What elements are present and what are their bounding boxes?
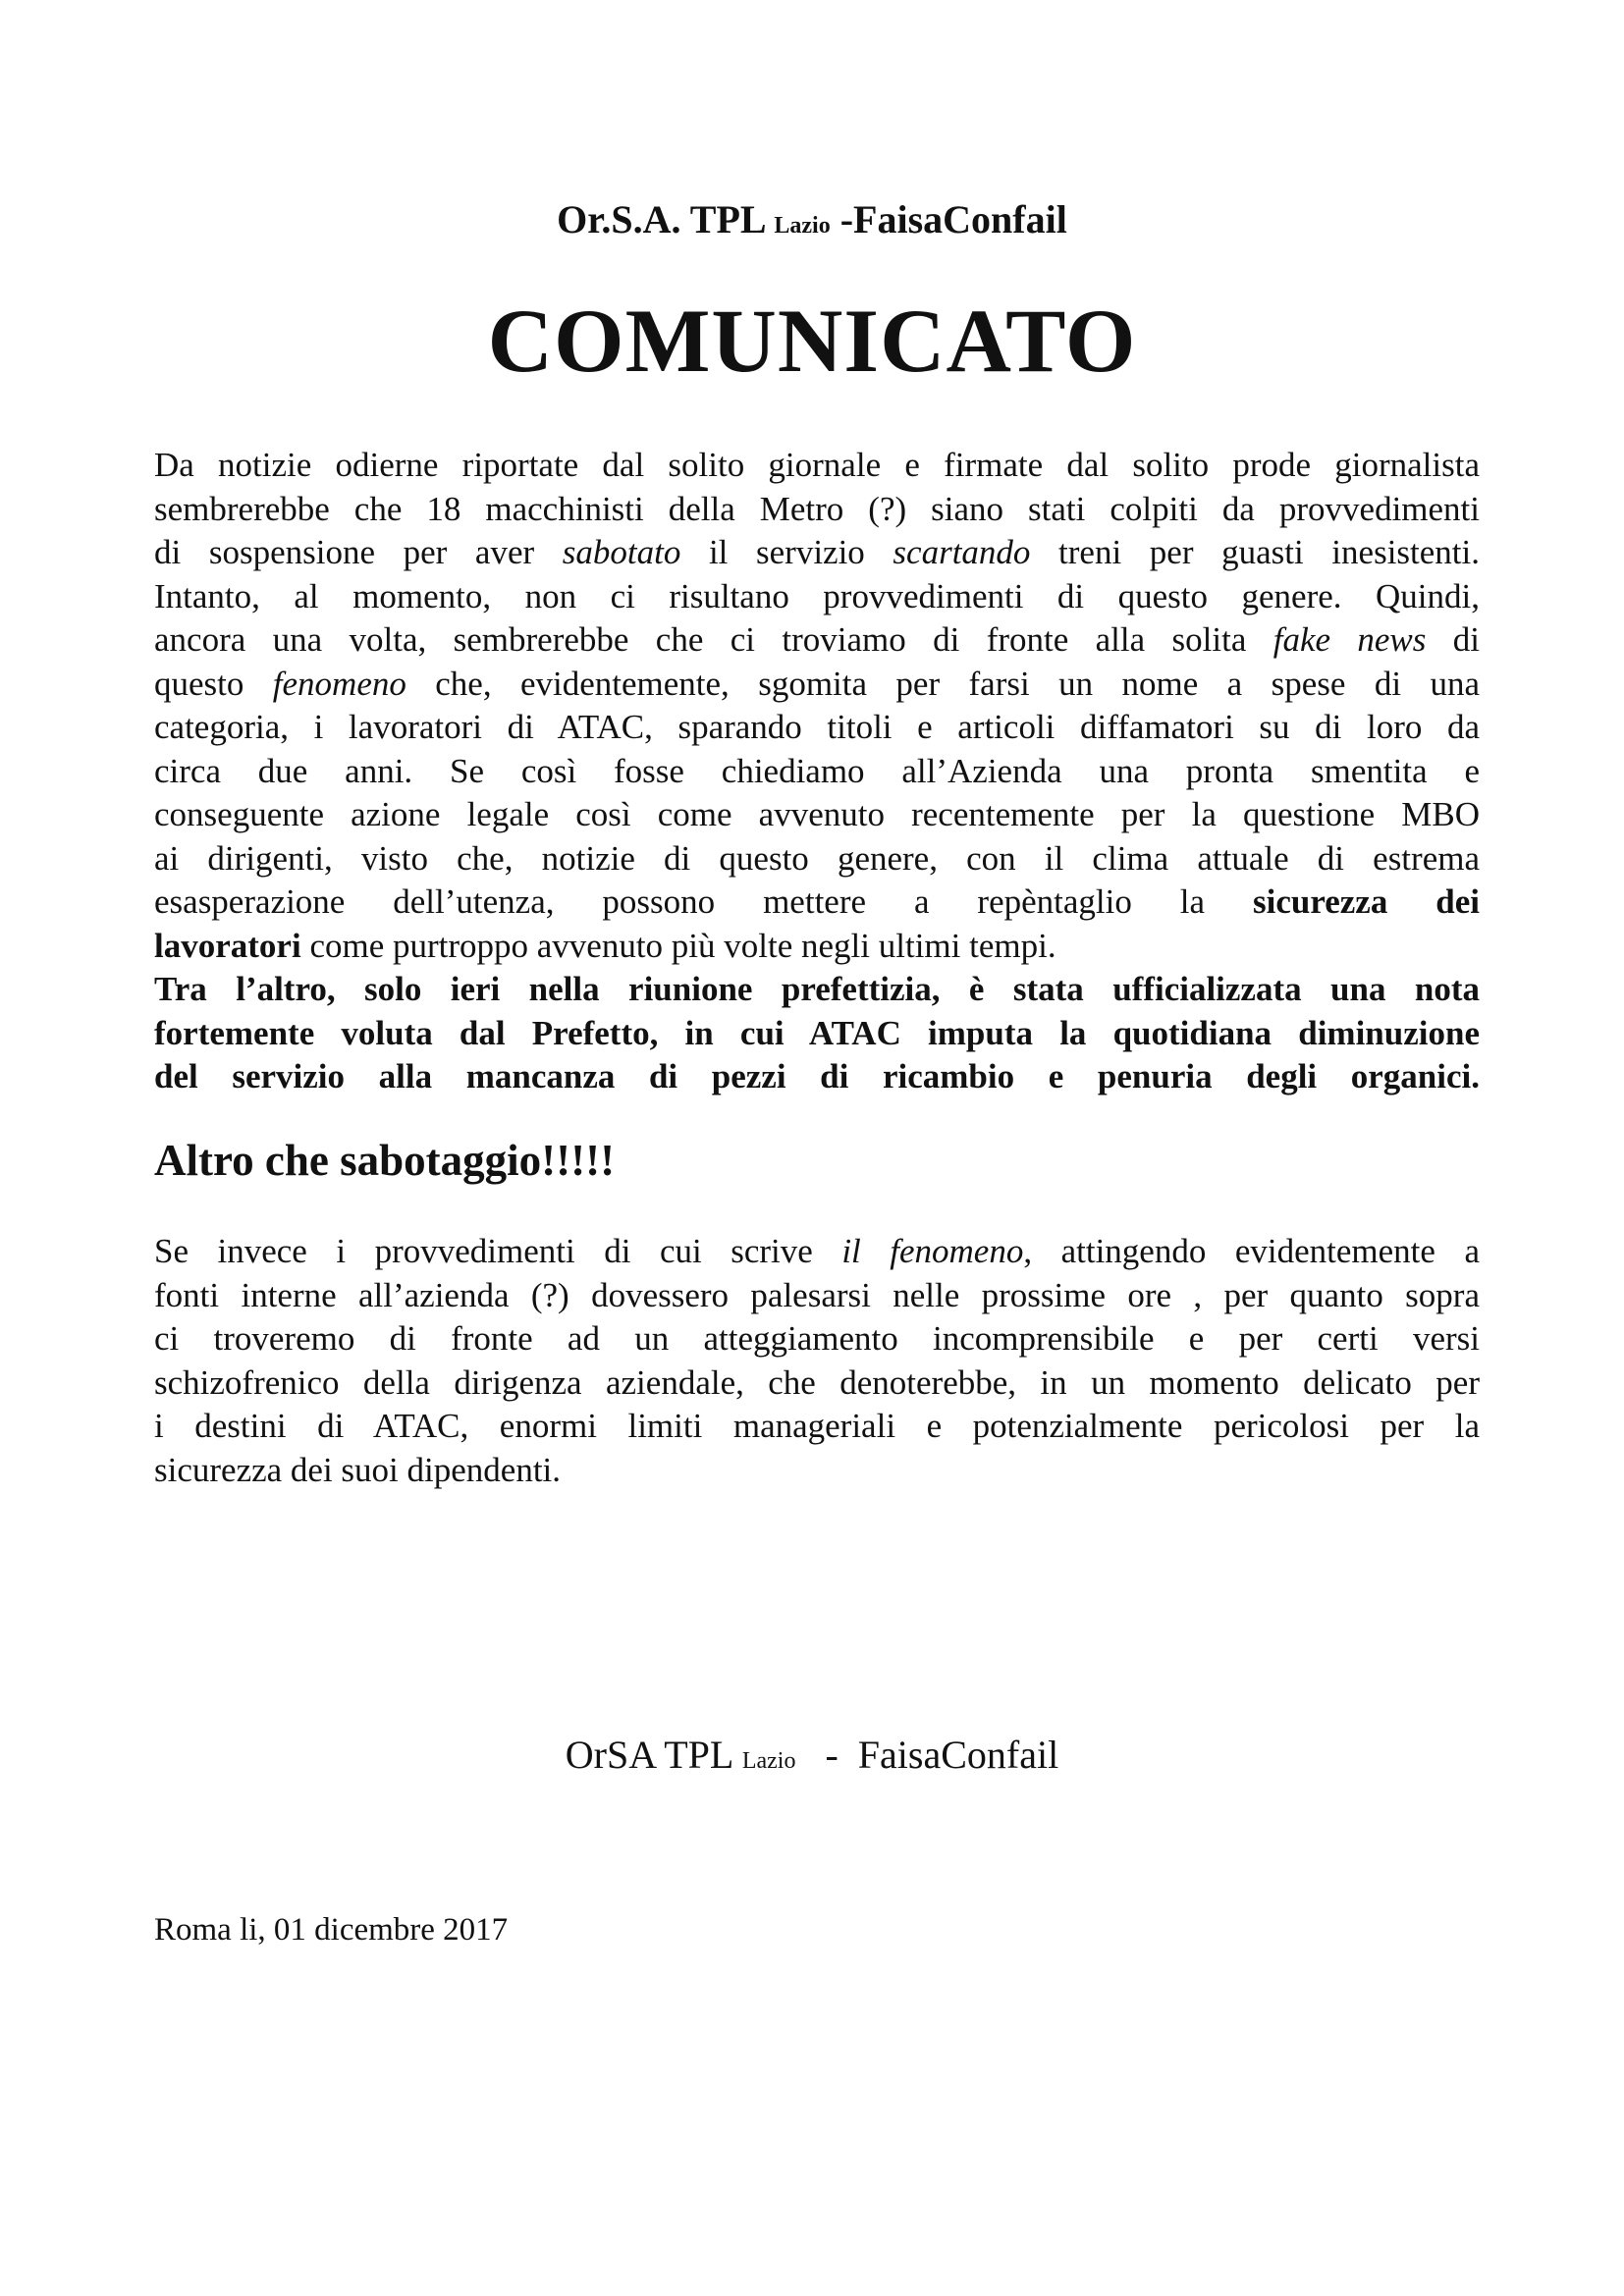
italic-text-run: fake news bbox=[1272, 620, 1427, 659]
paragraph3-line: fonti interne all’azienda (?) dovessero palesarsi nelle prossime ore , per quanto sopra bbox=[154, 1275, 1480, 1314]
text-run: ancora una volta, sembrerebbe che ci troviamo di fronte alla solita bbox=[154, 620, 1273, 659]
paragraph1-line: sembrerebbe che 18 macchinisti della Metro (?) siano stati colpiti da provvedimenti bbox=[154, 489, 1480, 528]
closing-paragraph bbox=[154, 1230, 1480, 1492]
bold-text-run: sicurezza dei bbox=[1252, 882, 1480, 921]
text-run: treni per guasti inesistenti. bbox=[1030, 533, 1480, 571]
paragraph1-line bbox=[154, 531, 1480, 575]
paragraph1-line bbox=[154, 881, 1480, 925]
text-run: di sospensione per aver bbox=[154, 533, 563, 571]
text-run: questo bbox=[154, 664, 273, 703]
body-paragraphs bbox=[154, 444, 1480, 1099]
header-org-region: Lazio bbox=[774, 213, 831, 239]
bold-text-run: lavoratori bbox=[154, 926, 301, 965]
text-run: di bbox=[1426, 620, 1481, 659]
italic-text-run: scartando bbox=[893, 533, 1031, 571]
paragraph1-line: conseguente azione legale così come avvenuto recentemente per la questione MBO bbox=[154, 795, 1480, 833]
signature-org-prefix: OrSA TPL bbox=[565, 1733, 732, 1777]
signature bbox=[0, 1730, 1624, 1787]
paragraph2-line: del servizio alla mancanza di pezzi di ricambio e penuria degli organici. bbox=[154, 1057, 1480, 1095]
document-title: COMUNICATO bbox=[487, 291, 1137, 391]
paragraph2-line: fortemente voluta dal Prefetto, in cui ATAC imputa la quotidiana diminuzione bbox=[154, 1013, 1480, 1052]
paragraph1-line: circa due anni. Se così fosse chiediamo all’Azienda una pronta smentita e bbox=[154, 751, 1480, 790]
text-run: il servizio bbox=[680, 533, 893, 571]
signature-org-region: Lazio bbox=[741, 1748, 796, 1774]
italic-text-run: fenomeno bbox=[272, 664, 406, 703]
italic-text-run: sabotato bbox=[562, 533, 681, 571]
text-run: come purtroppo avvenuto più volte negli ultimi tempi. bbox=[300, 926, 1056, 965]
document-date: Roma li, 01 dicembre 2017 bbox=[154, 1912, 509, 1948]
exclamation-heading: Altro che sabotaggio!!!!! bbox=[154, 1136, 616, 1185]
paragraph3-line: i destini di ATAC, enormi limiti manageriali e potenzialmente pericolosi per la bbox=[154, 1407, 1480, 1445]
paragraph1-line: Intanto, al momento, non ci risultano provvedimenti di questo genere. Quindi, bbox=[154, 576, 1480, 615]
text-run: esasperazione dell’utenza, possono mettere a repèntaglio la bbox=[154, 882, 1253, 921]
signature-org-suffix: - FaisaConfail bbox=[805, 1733, 1059, 1777]
paragraph1-line: ai dirigenti, visto che, notizie di questo genere, con il clima attuale di estrema bbox=[154, 838, 1480, 878]
paragraph1-line bbox=[154, 663, 1480, 707]
paragraph3-line bbox=[154, 1230, 1480, 1274]
header-org-suffix: -FaisaConfail bbox=[839, 197, 1067, 241]
paragraph1-line bbox=[154, 618, 1480, 663]
text-run: , attingendo evidentemente a bbox=[1023, 1232, 1480, 1270]
paragraph1-line: Da notizie odierne riportate dal solito giornale e firmate dal solito prode giornalista bbox=[154, 446, 1480, 484]
paragraph3-line: schizofrenico della dirigenza aziendale, che denoterebbe, in un momento delicato per bbox=[154, 1362, 1480, 1402]
text-run: che, evidentemente, sgomita per farsi un nome a spese di una bbox=[406, 664, 1480, 703]
italic-text-run: il fenomeno bbox=[841, 1232, 1024, 1270]
paragraph3-line: ci troveremo di fronte ad un atteggiamento incomprensibile e per certi versi bbox=[154, 1319, 1480, 1358]
text-run: Se invece i provvedimenti di cui scrive bbox=[154, 1232, 842, 1270]
paragraph2-line: Tra l’altro, solo ieri nella riunione prefettizia, è stata ufficializzata una nota bbox=[154, 970, 1480, 1008]
paragraph1-line bbox=[154, 925, 1480, 969]
paragraph1-line: categoria, i lavoratori di ATAC, sparando titoli e articoli diffamatori su di loro da bbox=[154, 708, 1480, 746]
document-header bbox=[0, 194, 1624, 251]
paragraph3-line: sicurezza dei suoi dipendenti. bbox=[154, 1450, 562, 1489]
header-org-prefix: Or.S.A. TPL bbox=[557, 197, 765, 241]
